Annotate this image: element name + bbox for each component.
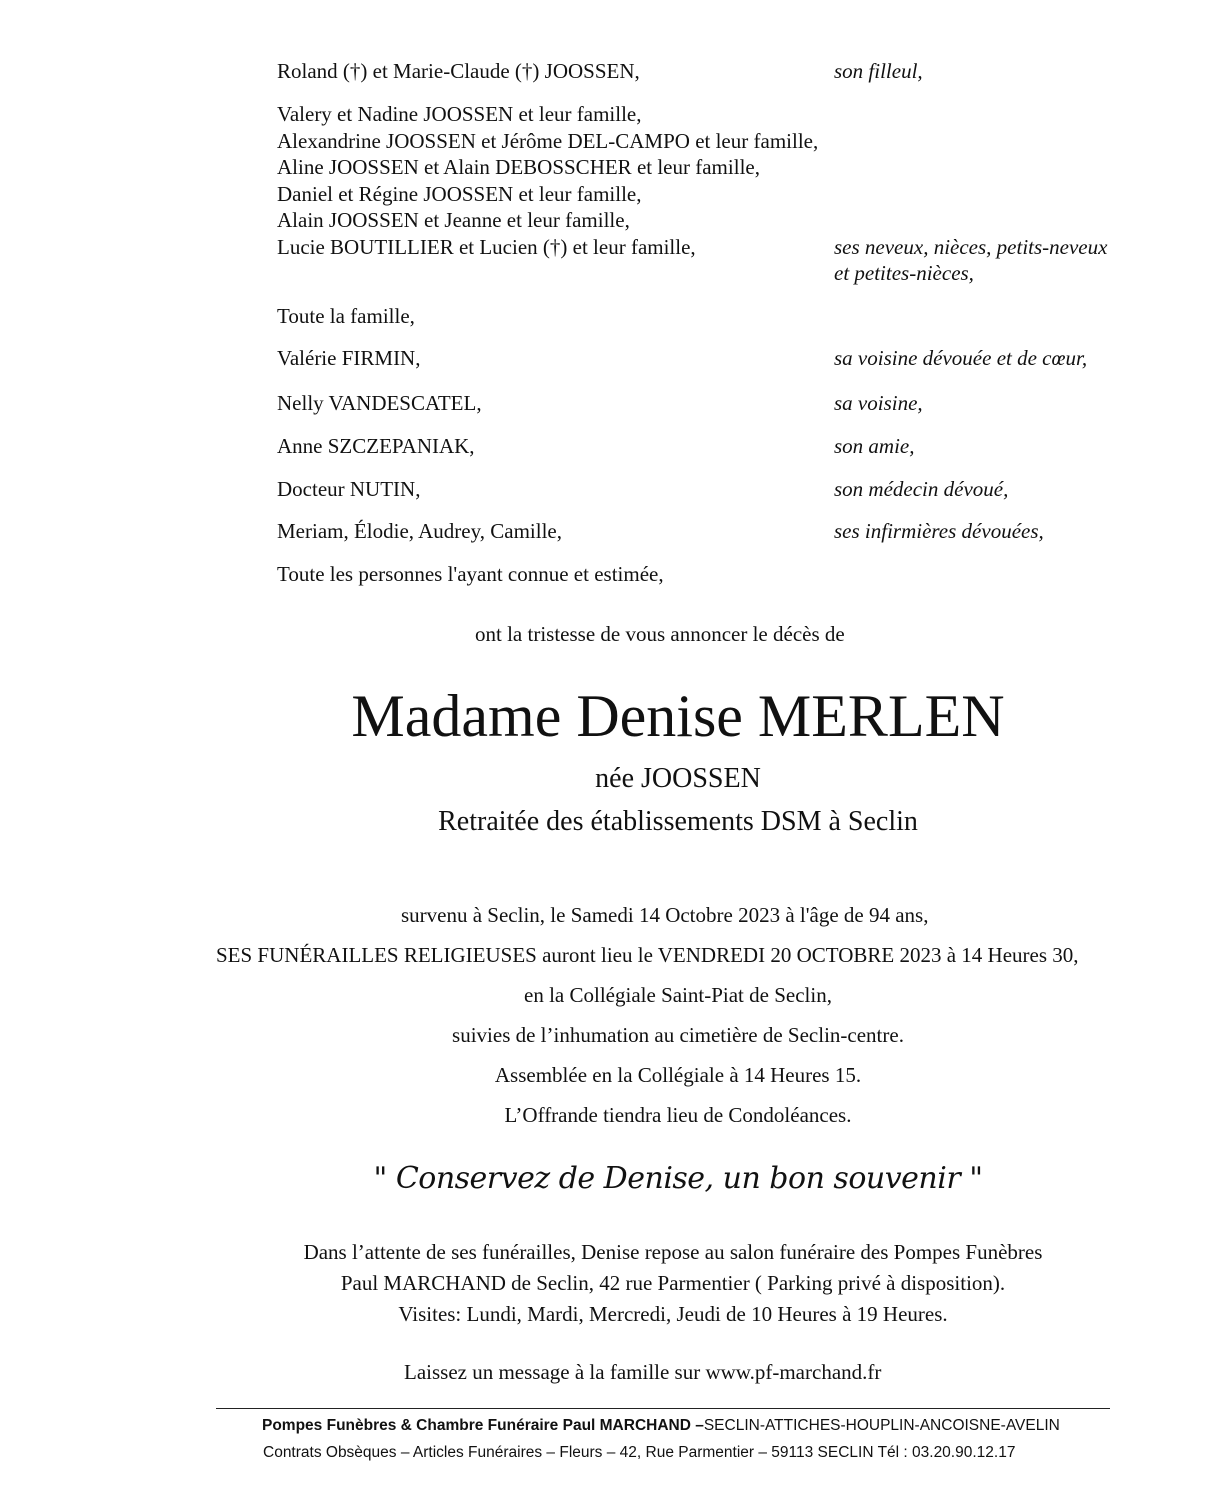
relative-role: son médecin dévoué,: [834, 477, 1009, 501]
occupation: Retraitée des établissements DSM à Seclin: [438, 806, 918, 837]
relative-names: Daniel et Régine JOOSSEN et leur famille,: [277, 181, 642, 206]
footer-divider: [216, 1408, 1110, 1409]
funeral-line: SES FUNÉRAILLES RELIGIEUSES auront lieu le VENDREDI 20 OCTOBRE 2023 à 14 Heures 30,: [216, 943, 1079, 967]
burial-line: suivies de l’inhumation au cimetière de Seclin-centre.: [452, 1023, 904, 1047]
deceased-name: Madame Denise MERLEN: [351, 683, 1005, 749]
relative-role: ses neveux, nièces, petits-neveux: [834, 234, 1108, 259]
footer-company: [262, 1417, 1060, 1435]
relative-names: Nelly VANDESCATEL,: [277, 391, 482, 415]
relative-names: Lucie BOUTILLIER et Lucien (†) et leur famille,: [277, 234, 696, 259]
relative-role: et petites-nièces,: [834, 261, 974, 285]
message-line: Laissez un message à la famille sur www.pf-marchand.fr: [404, 1360, 882, 1384]
relative-names: Alain JOOSSEN et Jeanne et leur famille,: [277, 208, 630, 232]
relative-role: sa voisine,: [834, 391, 923, 415]
relative-names: Aline JOOSSEN et Alain DEBOSSCHER et leur famille,: [277, 155, 760, 179]
relative-names: Docteur NUTIN,: [277, 477, 421, 501]
relative-names: Valery et Nadine JOOSSEN et leur famille,: [277, 102, 642, 126]
relative-names: Roland (†) et Marie-Claude (†) JOOSSEN,: [277, 59, 640, 83]
relative-names: Toute la famille,: [277, 304, 415, 328]
relative-role: son amie,: [834, 434, 915, 458]
relative-names: Valérie FIRMIN,: [277, 346, 421, 370]
funeral-place-line: en la Collégiale Saint-Piat de Seclin,: [524, 983, 832, 1007]
visitation-line: Paul MARCHAND de Seclin, 42 rue Parmentier ( Parking privé à disposition).: [340, 1271, 1006, 1295]
relative-role: son filleul,: [834, 59, 923, 83]
relative-role: sa voisine dévouée et de cœur,: [834, 346, 1088, 370]
offering-line: L’Offrande tiendra lieu de Condoléances.: [504, 1103, 852, 1127]
gathering-line: Assemblée en la Collégiale à 14 Heures 15.: [494, 1063, 862, 1087]
announcement-text: ont la tristesse de vous annoncer le décès de: [475, 622, 845, 646]
visitation-line: Dans l’attente de ses funérailles, Denise repose au salon funéraire des Pompes Funèbres: [303, 1240, 1043, 1264]
relative-names: Alexandrine JOOSSEN et Jérôme DEL-CAMPO et leur famille,: [277, 128, 819, 153]
relative-role: ses infirmières dévouées,: [834, 519, 1044, 543]
relative-names: Toute les personnes l'ayant connue et estimée,: [277, 562, 664, 586]
footer-contact: Contrats Obsèques – Articles Funéraires – Fleurs – 42, Rue Parmentier – 59113 SECLIN Tél : 03.20.90.12.17: [263, 1444, 1016, 1461]
footer-company-name: Pompes Funèbres & Chambre Funéraire Paul MARCHAND –: [262, 1417, 704, 1434]
visitation-hours-line: Visites: Lundi, Mardi, Mercredi, Jeudi de 10 Heures à 19 Heures.: [398, 1302, 948, 1326]
memorial-quote: " Conservez de Denise, un bon souvenir ": [373, 1161, 983, 1196]
relative-names: Meriam, Élodie, Audrey, Camille,: [277, 519, 562, 543]
death-date-line: survenu à Seclin, le Samedi 14 Octobre 2023 à l'âge de 94 ans,: [401, 903, 929, 927]
relative-names: Anne SZCZEPANIAK,: [277, 434, 475, 458]
maiden-name: née JOOSSEN: [595, 763, 761, 794]
footer-towns: SECLIN-ATTICHES-HOUPLIN-ANCOISNE-AVELIN: [703, 1417, 1060, 1434]
